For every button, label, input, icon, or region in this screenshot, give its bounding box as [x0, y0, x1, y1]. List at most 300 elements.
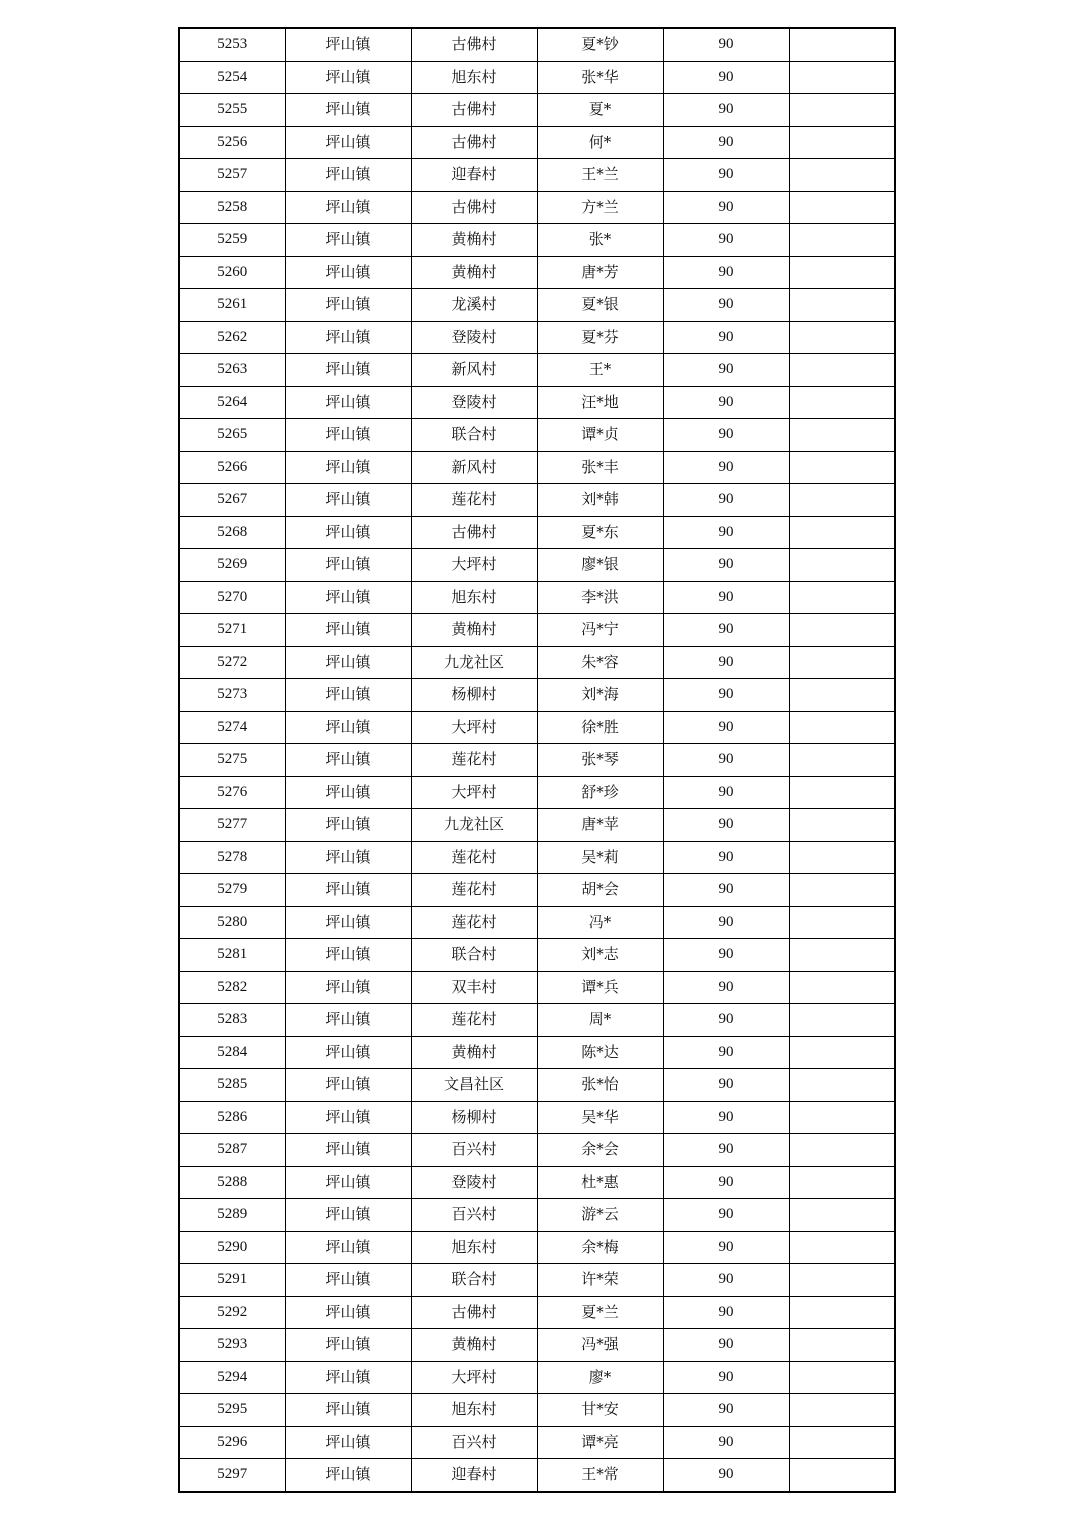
- town-cell: 坪山镇: [285, 484, 411, 517]
- person-name-cell: 王*兰: [537, 159, 663, 192]
- town-cell: 坪山镇: [285, 386, 411, 419]
- note-cell: [789, 581, 895, 614]
- note-cell: [789, 159, 895, 192]
- town-cell: 坪山镇: [285, 1101, 411, 1134]
- amount-cell: 90: [663, 159, 789, 192]
- town-cell: 坪山镇: [285, 776, 411, 809]
- village-cell: 莲花村: [411, 874, 537, 907]
- village-cell: 古佛村: [411, 1296, 537, 1329]
- amount-cell: 90: [663, 419, 789, 452]
- person-name-cell: 刘*志: [537, 939, 663, 972]
- town-cell: 坪山镇: [285, 646, 411, 679]
- serial-number-cell: 5284: [179, 1036, 285, 1069]
- table-row: [179, 159, 895, 192]
- village-cell: 黄桷村: [411, 1329, 537, 1362]
- person-name-cell: 朱*容: [537, 646, 663, 679]
- note-cell: [789, 1459, 895, 1492]
- serial-number-cell: 5270: [179, 581, 285, 614]
- amount-cell: 90: [663, 809, 789, 842]
- note-cell: [789, 646, 895, 679]
- note-cell: [789, 1296, 895, 1329]
- note-cell: [789, 289, 895, 322]
- person-name-cell: 张*华: [537, 61, 663, 94]
- note-cell: [789, 1231, 895, 1264]
- village-cell: 莲花村: [411, 906, 537, 939]
- person-name-cell: 张*丰: [537, 451, 663, 484]
- amount-cell: 90: [663, 1459, 789, 1492]
- town-cell: 坪山镇: [285, 841, 411, 874]
- table-row: [179, 256, 895, 289]
- note-cell: [789, 939, 895, 972]
- village-cell: 大坪村: [411, 711, 537, 744]
- person-name-cell: 张*: [537, 224, 663, 257]
- person-name-cell: 吴*莉: [537, 841, 663, 874]
- amount-cell: 90: [663, 516, 789, 549]
- table-row: [179, 1004, 895, 1037]
- serial-number-cell: 5258: [179, 191, 285, 224]
- table-row: [179, 386, 895, 419]
- person-name-cell: 刘*韩: [537, 484, 663, 517]
- amount-cell: 90: [663, 874, 789, 907]
- amount-cell: 90: [663, 1134, 789, 1167]
- serial-number-cell: 5282: [179, 971, 285, 1004]
- table-row: [179, 809, 895, 842]
- village-cell: 杨柳村: [411, 1101, 537, 1134]
- village-cell: 杨柳村: [411, 679, 537, 712]
- table-row: [179, 516, 895, 549]
- subsidy-list-table: [178, 27, 896, 1493]
- town-cell: 坪山镇: [285, 61, 411, 94]
- note-cell: [789, 1199, 895, 1232]
- table-row: [179, 874, 895, 907]
- person-name-cell: 许*荣: [537, 1264, 663, 1297]
- table-row: [179, 224, 895, 257]
- amount-cell: 90: [663, 1004, 789, 1037]
- village-cell: 旭东村: [411, 1394, 537, 1427]
- note-cell: [789, 906, 895, 939]
- village-cell: 大坪村: [411, 776, 537, 809]
- serial-number-cell: 5296: [179, 1426, 285, 1459]
- village-cell: 迎春村: [411, 159, 537, 192]
- village-cell: 旭东村: [411, 61, 537, 94]
- village-cell: 古佛村: [411, 28, 537, 61]
- serial-number-cell: 5257: [179, 159, 285, 192]
- person-name-cell: 夏*钞: [537, 28, 663, 61]
- amount-cell: 90: [663, 321, 789, 354]
- note-cell: [789, 809, 895, 842]
- village-cell: 古佛村: [411, 126, 537, 159]
- serial-number-cell: 5278: [179, 841, 285, 874]
- town-cell: 坪山镇: [285, 549, 411, 582]
- note-cell: [789, 1361, 895, 1394]
- note-cell: [789, 841, 895, 874]
- town-cell: 坪山镇: [285, 224, 411, 257]
- table-row: [179, 1459, 895, 1492]
- person-name-cell: 谭*亮: [537, 1426, 663, 1459]
- table-row: [179, 289, 895, 322]
- person-name-cell: 余*会: [537, 1134, 663, 1167]
- person-name-cell: 夏*: [537, 94, 663, 127]
- village-cell: 莲花村: [411, 744, 537, 777]
- table-row: [179, 1361, 895, 1394]
- amount-cell: 90: [663, 971, 789, 1004]
- table-row: [179, 1036, 895, 1069]
- serial-number-cell: 5288: [179, 1166, 285, 1199]
- table-row: [179, 549, 895, 582]
- serial-number-cell: 5283: [179, 1004, 285, 1037]
- amount-cell: 90: [663, 1426, 789, 1459]
- person-name-cell: 李*洪: [537, 581, 663, 614]
- person-name-cell: 冯*宁: [537, 614, 663, 647]
- village-cell: 古佛村: [411, 516, 537, 549]
- note-cell: [789, 354, 895, 387]
- village-cell: 登陵村: [411, 1166, 537, 1199]
- town-cell: 坪山镇: [285, 256, 411, 289]
- town-cell: 坪山镇: [285, 1459, 411, 1492]
- town-cell: 坪山镇: [285, 1231, 411, 1264]
- town-cell: 坪山镇: [285, 1166, 411, 1199]
- town-cell: 坪山镇: [285, 1361, 411, 1394]
- village-cell: 联合村: [411, 419, 537, 452]
- serial-number-cell: 5279: [179, 874, 285, 907]
- person-name-cell: 谭*贞: [537, 419, 663, 452]
- serial-number-cell: 5271: [179, 614, 285, 647]
- amount-cell: 90: [663, 1069, 789, 1102]
- note-cell: [789, 1264, 895, 1297]
- serial-number-cell: 5261: [179, 289, 285, 322]
- note-cell: [789, 256, 895, 289]
- village-cell: 大坪村: [411, 1361, 537, 1394]
- village-cell: 联合村: [411, 939, 537, 972]
- village-cell: 登陵村: [411, 321, 537, 354]
- note-cell: [789, 224, 895, 257]
- town-cell: 坪山镇: [285, 1264, 411, 1297]
- town-cell: 坪山镇: [285, 28, 411, 61]
- person-name-cell: 余*梅: [537, 1231, 663, 1264]
- serial-number-cell: 5280: [179, 906, 285, 939]
- amount-cell: 90: [663, 1329, 789, 1362]
- table-row: [179, 1166, 895, 1199]
- village-cell: 百兴村: [411, 1199, 537, 1232]
- serial-number-cell: 5277: [179, 809, 285, 842]
- amount-cell: 90: [663, 1036, 789, 1069]
- person-name-cell: 王*常: [537, 1459, 663, 1492]
- note-cell: [789, 1004, 895, 1037]
- note-cell: [789, 874, 895, 907]
- table-row: [179, 1426, 895, 1459]
- village-cell: 黄桷村: [411, 256, 537, 289]
- note-cell: [789, 386, 895, 419]
- note-cell: [789, 1069, 895, 1102]
- village-cell: 迎春村: [411, 1459, 537, 1492]
- serial-number-cell: 5269: [179, 549, 285, 582]
- table-row: [179, 679, 895, 712]
- table-row: [179, 711, 895, 744]
- serial-number-cell: 5295: [179, 1394, 285, 1427]
- town-cell: 坪山镇: [285, 581, 411, 614]
- table-row: [179, 744, 895, 777]
- table-row: [179, 1134, 895, 1167]
- town-cell: 坪山镇: [285, 94, 411, 127]
- village-cell: 百兴村: [411, 1134, 537, 1167]
- town-cell: 坪山镇: [285, 679, 411, 712]
- serial-number-cell: 5293: [179, 1329, 285, 1362]
- table-row: [179, 939, 895, 972]
- person-name-cell: 冯*: [537, 906, 663, 939]
- note-cell: [789, 776, 895, 809]
- table-row: [179, 614, 895, 647]
- serial-number-cell: 5297: [179, 1459, 285, 1492]
- serial-number-cell: 5276: [179, 776, 285, 809]
- serial-number-cell: 5289: [179, 1199, 285, 1232]
- table-row: [179, 1264, 895, 1297]
- note-cell: [789, 191, 895, 224]
- note-cell: [789, 451, 895, 484]
- note-cell: [789, 1329, 895, 1362]
- table-row: [179, 94, 895, 127]
- town-cell: 坪山镇: [285, 126, 411, 159]
- serial-number-cell: 5259: [179, 224, 285, 257]
- amount-cell: 90: [663, 451, 789, 484]
- village-cell: 黄桷村: [411, 224, 537, 257]
- serial-number-cell: 5262: [179, 321, 285, 354]
- amount-cell: 90: [663, 28, 789, 61]
- village-cell: 新风村: [411, 451, 537, 484]
- note-cell: [789, 61, 895, 94]
- town-cell: 坪山镇: [285, 159, 411, 192]
- person-name-cell: 徐*胜: [537, 711, 663, 744]
- person-name-cell: 谭*兵: [537, 971, 663, 1004]
- town-cell: 坪山镇: [285, 1036, 411, 1069]
- table-row: [179, 841, 895, 874]
- serial-number-cell: 5255: [179, 94, 285, 127]
- town-cell: 坪山镇: [285, 1394, 411, 1427]
- table-row: [179, 191, 895, 224]
- person-name-cell: 汪*地: [537, 386, 663, 419]
- serial-number-cell: 5290: [179, 1231, 285, 1264]
- amount-cell: 90: [663, 614, 789, 647]
- amount-cell: 90: [663, 744, 789, 777]
- serial-number-cell: 5294: [179, 1361, 285, 1394]
- town-cell: 坪山镇: [285, 1004, 411, 1037]
- note-cell: [789, 1166, 895, 1199]
- serial-number-cell: 5264: [179, 386, 285, 419]
- note-cell: [789, 614, 895, 647]
- town-cell: 坪山镇: [285, 614, 411, 647]
- note-cell: [789, 1134, 895, 1167]
- serial-number-cell: 5281: [179, 939, 285, 972]
- person-name-cell: 廖*: [537, 1361, 663, 1394]
- person-name-cell: 舒*珍: [537, 776, 663, 809]
- amount-cell: 90: [663, 386, 789, 419]
- town-cell: 坪山镇: [285, 191, 411, 224]
- serial-number-cell: 5291: [179, 1264, 285, 1297]
- person-name-cell: 胡*会: [537, 874, 663, 907]
- serial-number-cell: 5275: [179, 744, 285, 777]
- town-cell: 坪山镇: [285, 1296, 411, 1329]
- table-row: [179, 126, 895, 159]
- person-name-cell: 王*: [537, 354, 663, 387]
- amount-cell: 90: [663, 1361, 789, 1394]
- amount-cell: 90: [663, 94, 789, 127]
- amount-cell: 90: [663, 679, 789, 712]
- table-row: [179, 581, 895, 614]
- village-cell: 莲花村: [411, 841, 537, 874]
- serial-number-cell: 5260: [179, 256, 285, 289]
- table-row: [179, 1199, 895, 1232]
- table-row: [179, 1069, 895, 1102]
- village-cell: 黄桷村: [411, 1036, 537, 1069]
- serial-number-cell: 5267: [179, 484, 285, 517]
- town-cell: 坪山镇: [285, 321, 411, 354]
- person-name-cell: 方*兰: [537, 191, 663, 224]
- note-cell: [789, 419, 895, 452]
- note-cell: [789, 321, 895, 354]
- serial-number-cell: 5263: [179, 354, 285, 387]
- village-cell: 九龙社区: [411, 809, 537, 842]
- note-cell: [789, 94, 895, 127]
- village-cell: 联合村: [411, 1264, 537, 1297]
- amount-cell: 90: [663, 841, 789, 874]
- person-name-cell: 刘*海: [537, 679, 663, 712]
- village-cell: 黄桷村: [411, 614, 537, 647]
- table-row: [179, 321, 895, 354]
- amount-cell: 90: [663, 1199, 789, 1232]
- serial-number-cell: 5292: [179, 1296, 285, 1329]
- village-cell: 双丰村: [411, 971, 537, 1004]
- table-row: [179, 1101, 895, 1134]
- amount-cell: 90: [663, 646, 789, 679]
- serial-number-cell: 5256: [179, 126, 285, 159]
- serial-number-cell: 5286: [179, 1101, 285, 1134]
- village-cell: 新风村: [411, 354, 537, 387]
- serial-number-cell: 5265: [179, 419, 285, 452]
- town-cell: 坪山镇: [285, 1426, 411, 1459]
- amount-cell: 90: [663, 256, 789, 289]
- table-row: [179, 906, 895, 939]
- town-cell: 坪山镇: [285, 1199, 411, 1232]
- town-cell: 坪山镇: [285, 874, 411, 907]
- table-row: [179, 484, 895, 517]
- town-cell: 坪山镇: [285, 354, 411, 387]
- village-cell: 龙溪村: [411, 289, 537, 322]
- village-cell: 九龙社区: [411, 646, 537, 679]
- village-cell: 古佛村: [411, 94, 537, 127]
- amount-cell: 90: [663, 1166, 789, 1199]
- serial-number-cell: 5274: [179, 711, 285, 744]
- table-body: [179, 28, 895, 1492]
- note-cell: [789, 971, 895, 1004]
- table-row: [179, 1296, 895, 1329]
- village-cell: 旭东村: [411, 1231, 537, 1264]
- amount-cell: 90: [663, 484, 789, 517]
- village-cell: 登陵村: [411, 386, 537, 419]
- note-cell: [789, 484, 895, 517]
- person-name-cell: 冯*强: [537, 1329, 663, 1362]
- table-row: [179, 776, 895, 809]
- person-name-cell: 唐*苹: [537, 809, 663, 842]
- serial-number-cell: 5253: [179, 28, 285, 61]
- note-cell: [789, 28, 895, 61]
- amount-cell: 90: [663, 1101, 789, 1134]
- village-cell: 莲花村: [411, 484, 537, 517]
- table-row: [179, 354, 895, 387]
- person-name-cell: 张*怡: [537, 1069, 663, 1102]
- town-cell: 坪山镇: [285, 906, 411, 939]
- serial-number-cell: 5273: [179, 679, 285, 712]
- table-row: [179, 28, 895, 61]
- table-row: [179, 1394, 895, 1427]
- table-row: [179, 419, 895, 452]
- serial-number-cell: 5285: [179, 1069, 285, 1102]
- note-cell: [789, 1101, 895, 1134]
- town-cell: 坪山镇: [285, 711, 411, 744]
- person-name-cell: 陈*达: [537, 1036, 663, 1069]
- table-row: [179, 1329, 895, 1362]
- note-cell: [789, 744, 895, 777]
- person-name-cell: 张*琴: [537, 744, 663, 777]
- town-cell: 坪山镇: [285, 289, 411, 322]
- amount-cell: 90: [663, 1231, 789, 1264]
- town-cell: 坪山镇: [285, 419, 411, 452]
- amount-cell: 90: [663, 61, 789, 94]
- town-cell: 坪山镇: [285, 744, 411, 777]
- note-cell: [789, 1426, 895, 1459]
- serial-number-cell: 5272: [179, 646, 285, 679]
- table-row: [179, 451, 895, 484]
- village-cell: 旭东村: [411, 581, 537, 614]
- town-cell: 坪山镇: [285, 939, 411, 972]
- town-cell: 坪山镇: [285, 1069, 411, 1102]
- person-name-cell: 何*: [537, 126, 663, 159]
- amount-cell: 90: [663, 1394, 789, 1427]
- amount-cell: 90: [663, 224, 789, 257]
- village-cell: 百兴村: [411, 1426, 537, 1459]
- person-name-cell: 廖*银: [537, 549, 663, 582]
- person-name-cell: 杜*惠: [537, 1166, 663, 1199]
- table-row: [179, 971, 895, 1004]
- note-cell: [789, 549, 895, 582]
- note-cell: [789, 711, 895, 744]
- table-row: [179, 1231, 895, 1264]
- town-cell: 坪山镇: [285, 1329, 411, 1362]
- serial-number-cell: 5268: [179, 516, 285, 549]
- table-row: [179, 61, 895, 94]
- note-cell: [789, 1394, 895, 1427]
- person-name-cell: 夏*银: [537, 289, 663, 322]
- amount-cell: 90: [663, 191, 789, 224]
- amount-cell: 90: [663, 289, 789, 322]
- amount-cell: 90: [663, 939, 789, 972]
- person-name-cell: 吴*华: [537, 1101, 663, 1134]
- person-name-cell: 周*: [537, 1004, 663, 1037]
- table-row: [179, 646, 895, 679]
- person-name-cell: 唐*芳: [537, 256, 663, 289]
- amount-cell: 90: [663, 906, 789, 939]
- town-cell: 坪山镇: [285, 451, 411, 484]
- amount-cell: 90: [663, 581, 789, 614]
- village-cell: 莲花村: [411, 1004, 537, 1037]
- village-cell: 古佛村: [411, 191, 537, 224]
- village-cell: 大坪村: [411, 549, 537, 582]
- amount-cell: 90: [663, 549, 789, 582]
- amount-cell: 90: [663, 1264, 789, 1297]
- note-cell: [789, 516, 895, 549]
- town-cell: 坪山镇: [285, 809, 411, 842]
- person-name-cell: 夏*兰: [537, 1296, 663, 1329]
- serial-number-cell: 5287: [179, 1134, 285, 1167]
- amount-cell: 90: [663, 711, 789, 744]
